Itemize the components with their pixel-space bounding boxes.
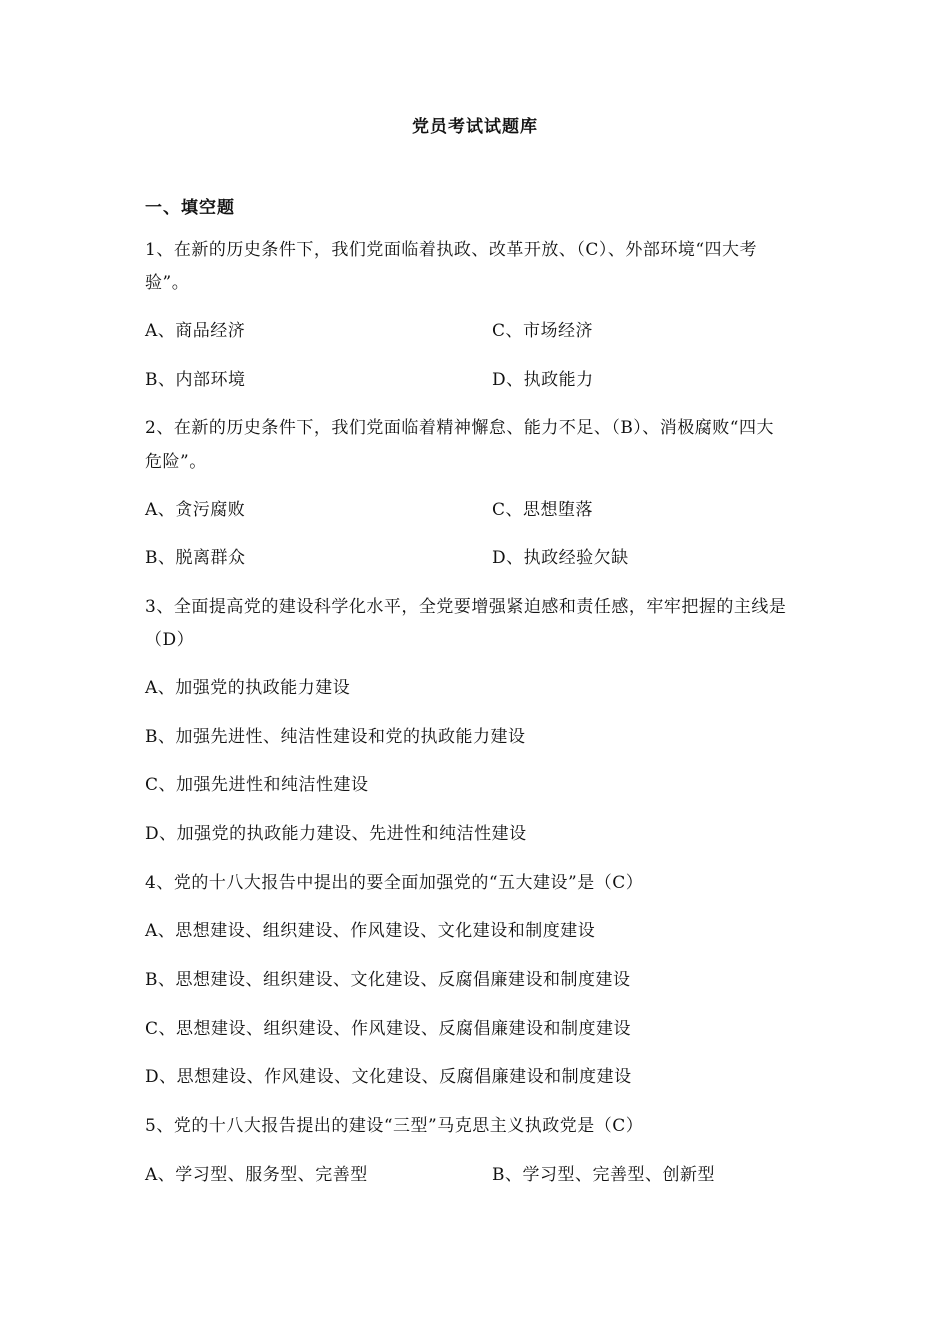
q1-option-b: B、内部环境 [145,370,246,390]
q1-stem-line2: 验”。 [145,273,190,293]
q2-option-b: B、脱离群众 [145,548,246,568]
q2-option-a: A、贪污腐败 [145,500,246,520]
q1-stem-line1: 1、在新的历史条件下，我们党面临着执政、改革开放、（C）、外部环境“四大考 [145,240,758,260]
q4-stem-line1: 4、党的十八大报告中提出的要全面加强党的“五大建设”是（C） [145,873,644,893]
q3-option-a: A、加强党的执政能力建设 [145,678,351,698]
q3-option-b: B、加强先进性、纯洁性建设和党的执政能力建设 [145,727,526,747]
q4-option-b: B、思想建设、组织建设、文化建设、反腐倡廉建设和制度建设 [145,970,631,990]
q2-stem-line2: 危险”。 [145,452,207,472]
q2-option-c: C、思想堕落 [492,500,594,520]
q3-stem-line2: （D） [145,630,195,650]
q5-option-a: A、学习型、服务型、完善型 [145,1165,368,1185]
q4-option-c: C、思想建设、组织建设、作风建设、反腐倡廉建设和制度建设 [145,1019,632,1039]
q1-option-c: C、市场经济 [492,321,594,341]
q3-option-d: D、加强党的执政能力建设、先进性和纯洁性建设 [145,824,527,844]
section-heading: 一、填空题 [145,198,235,218]
q3-option-c: C、加强先进性和纯洁性建设 [145,775,369,795]
q5-stem-line1: 5、党的十八大报告提出的建设“三型”马克思主义执政党是（C） [145,1116,644,1136]
q2-stem-line1: 2、在新的历史条件下，我们党面临着精神懈怠、能力不足、（B）、消极腐败“四大 [145,418,774,438]
document-title: 党员考试试题库 [412,117,538,137]
q2-option-d: D、执政经验欠缺 [492,548,629,568]
q4-option-d: D、思想建设、作风建设、文化建设、反腐倡廉建设和制度建设 [145,1067,632,1087]
q1-option-d: D、执政能力 [492,370,594,390]
q5-option-b: B、学习型、完善型、创新型 [492,1165,715,1185]
q1-option-a: A、商品经济 [145,321,246,341]
q4-option-a: A、思想建设、组织建设、作风建设、文化建设和制度建设 [145,921,596,941]
q3-stem-line1: 3、全面提高党的建设科学化水平，全党要增强紧迫感和责任感，牢牢把握的主线是 [145,597,787,617]
